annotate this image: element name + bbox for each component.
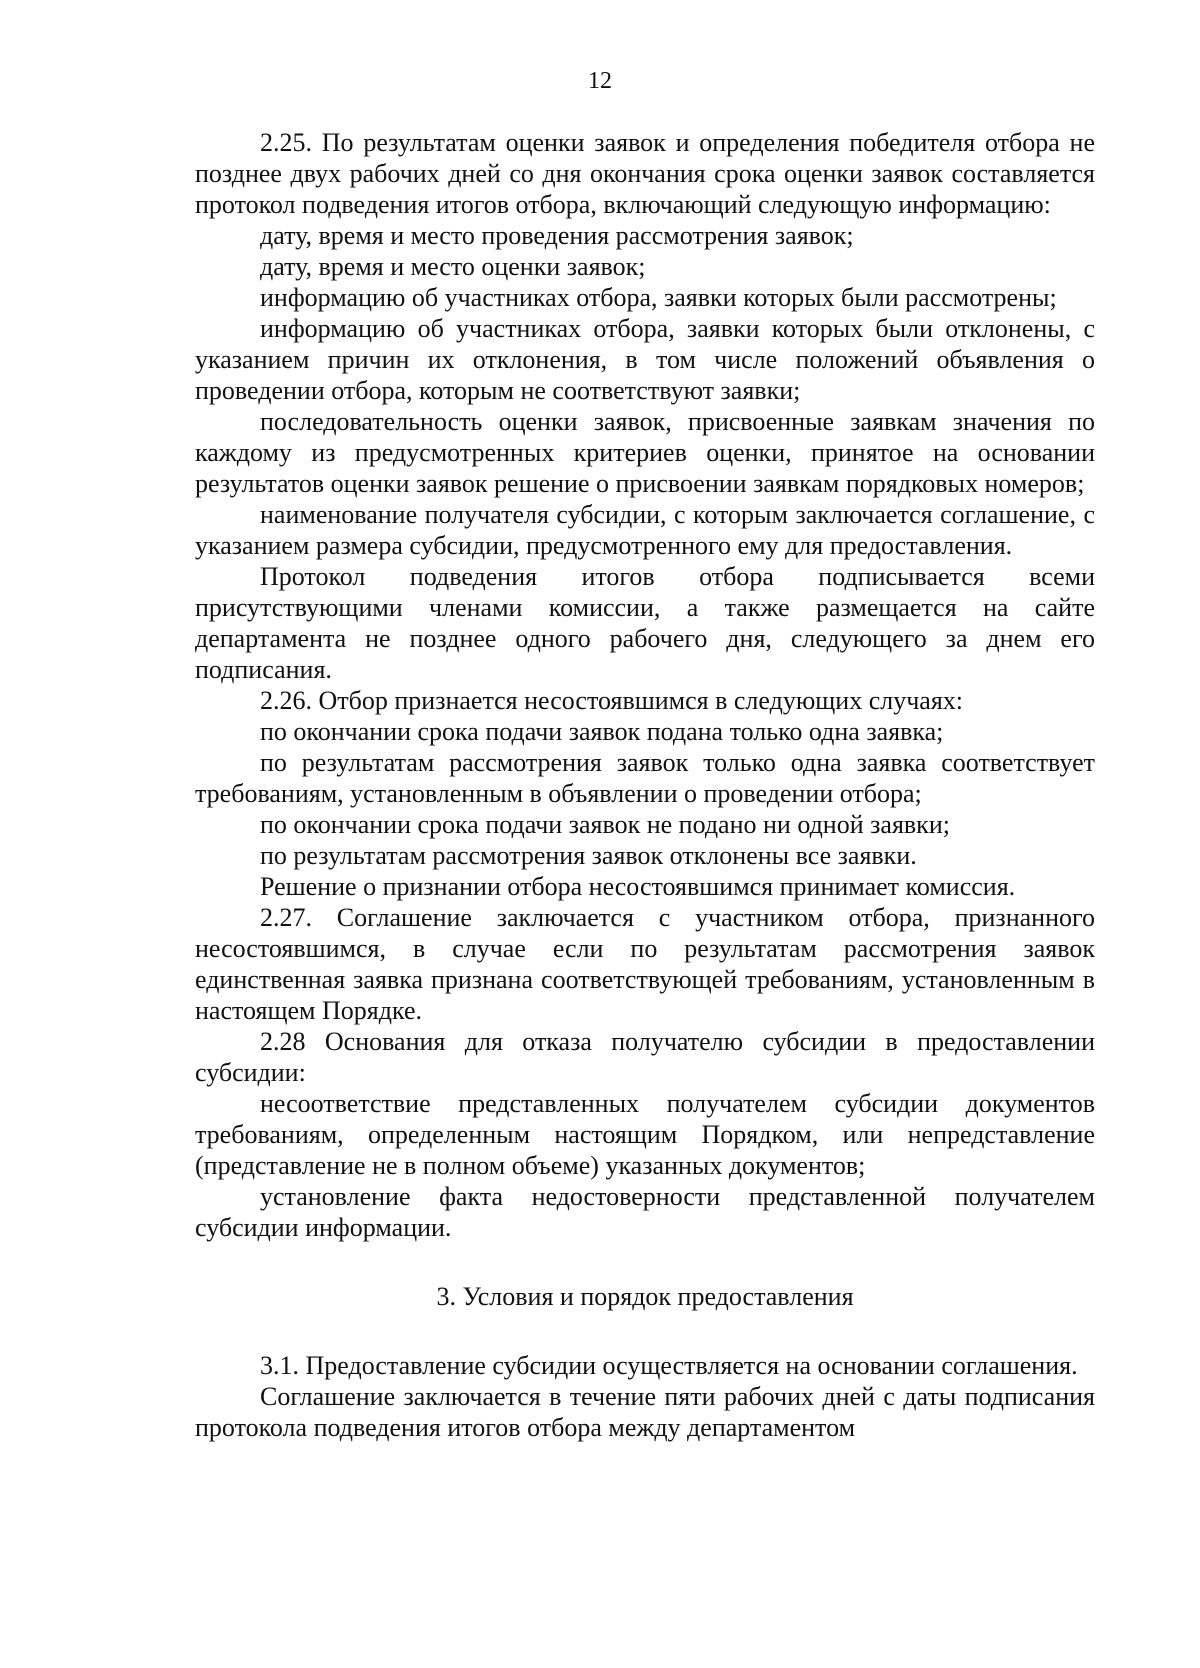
page-number: 12 — [588, 68, 612, 94]
list-item-no-applications: по окончании срока подачи заявок не подано ни одной заявки; — [260, 810, 950, 839]
list-item-all-rejected: по результатам рассмотрения заявок отклонены все заявки. — [260, 841, 917, 870]
list-item-evaluation-sequence: последовательность оценки заявок, присвоенные заявкам значения по каждому из предусмотренных критериев оценки, принятое на основании результатов оценки заявок решение о присвоении заявкам порядковых номеров; — [195, 407, 1095, 498]
list-item-one-application: по окончании срока подачи заявок подана только одна заявка; — [260, 717, 944, 746]
list-item-review-date: дату, время и место проведения рассмотрения заявок; — [260, 221, 854, 250]
paragraph-3-1: 3.1. Предоставление субсидии осуществляется на основании соглашения. — [260, 1351, 1078, 1380]
list-item-one-compliant: по результатам рассмотрения заявок только одна заявка соответствует требованиям, установленным в объявлении о проведении отбора; — [195, 748, 1095, 808]
document-body — [195, 127, 1095, 1443]
section-heading: 3. Условия и порядок предоставления — [436, 1282, 854, 1311]
paragraph-protocol-signing: Протокол подведения итогов отбора подписывается всеми присутствующими членами комиссии, а также размещается на сайте департамента не позднее одного рабочего дня, следующего за днем его подписания. — [195, 562, 1095, 684]
paragraph-2-26: 2.26. Отбор признается несостоявшимся в следующих случаях: — [260, 686, 964, 715]
paragraph-2-28: 2.28 Основания для отказа получателю субсидии в предоставлении субсидии: — [195, 1027, 1095, 1087]
list-item-document-mismatch: несоответствие представленных получателем субсидии документов требованиям, определенным настоящим Порядком, или непредставление (представление не в полном объеме) указанных документов; — [195, 1089, 1095, 1180]
list-item-recipient-name: наименование получателя субсидии, с которым заключается соглашение, с указанием размера субсидии, предусмотренного ему для предоставления. — [195, 500, 1095, 560]
paragraph-agreement-term: Соглашение заключается в течение пяти рабочих дней с даты подписания протокола подведения итогов отбора между департаментом — [195, 1382, 1095, 1442]
list-item-evaluation-date: дату, время и место оценки заявок; — [260, 252, 646, 281]
list-item-false-information: установление факта недостоверности представленной получателем субсидии информации. — [195, 1182, 1095, 1242]
list-item-reviewed-participants: информацию об участниках отбора, заявки которых были рассмотрены; — [260, 283, 1057, 312]
paragraph-2-25: 2.25. По результатам оценки заявок и определения победителя отбора не позднее двух рабочих дней со дня окончания срока оценки заявок составляется протокол подведения итогов отбора, включающий следующую информацию: — [195, 128, 1095, 219]
paragraph-2-27: 2.27. Соглашение заключается с участником отбора, признанного несостоявшимся, в случае если по результатам рассмотрения заявок единственная заявка признана соответствующей требованиям, установленным в настоящем Порядке. — [195, 903, 1095, 1025]
paragraph-commission-decision: Решение о признании отбора несостоявшимся принимает комиссия. — [260, 872, 1016, 901]
list-item-rejected-participants: информацию об участниках отбора, заявки которых были отклонены, с указанием причин их отклонения, в том числе положений объявления о проведении отбора, которым не соответствуют заявки; — [195, 314, 1095, 405]
